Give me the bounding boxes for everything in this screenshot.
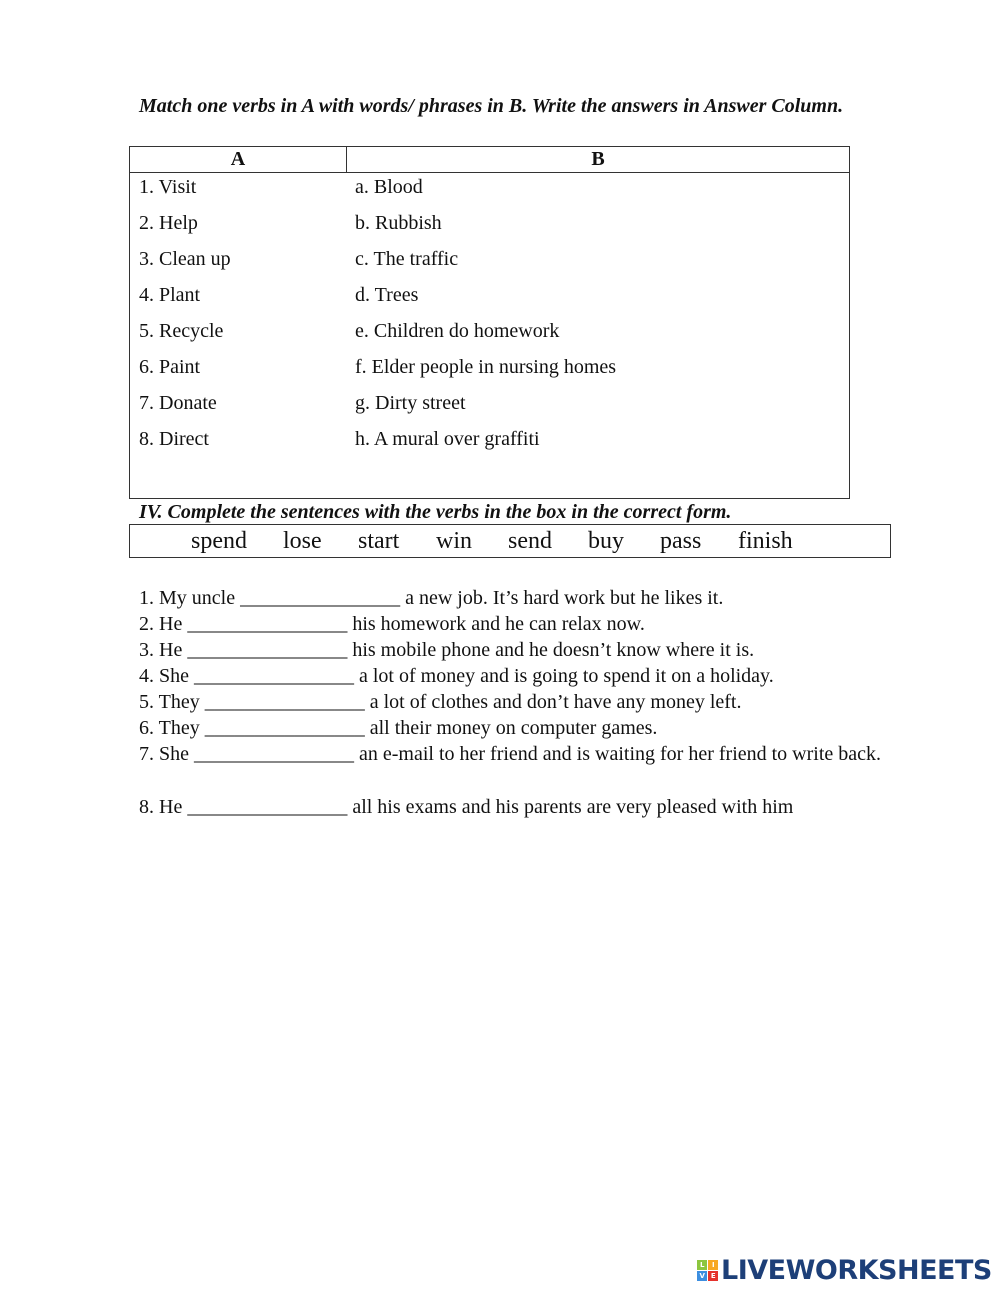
matching-row [139, 319, 559, 343]
verb-item: 1. Visit [139, 176, 197, 198]
word-option: spend [191, 528, 247, 554]
sentence-item: 5. They ________________ a lot of clothes and don’t have any money left. [139, 691, 742, 713]
phrase-item: a. Blood [355, 176, 423, 198]
verb-item: 5. Recycle [139, 320, 224, 342]
word-option: pass [660, 528, 702, 554]
sentence-item: 4. She ________________ a lot of money and is going to spend it on a holiday. [139, 665, 774, 687]
phrase-item: f. Elder people in nursing homes [355, 356, 617, 378]
live-logo-icon: L I V E [697, 1260, 718, 1281]
matching-row [139, 391, 466, 415]
column-a-header: A [130, 147, 347, 172]
matching-row [139, 283, 418, 307]
logo-text: LIVEWORKSHEETS [721, 1255, 992, 1286]
phrase-item: e. Children do homework [355, 320, 560, 342]
phrase-item: b. Rubbish [355, 212, 442, 234]
sentence-item: 7. She ________________ an e-mail to her friend and is waiting for her friend to write back. [139, 743, 882, 765]
verb-item: 3. Clean up [139, 248, 231, 270]
word-box [129, 524, 891, 558]
word-option: finish [738, 528, 793, 554]
phrase-item: c. The traffic [355, 248, 459, 270]
matching-row [139, 211, 442, 235]
matching-row [139, 427, 540, 451]
column-b-header: B [591, 148, 605, 170]
verb-item: 8. Direct [139, 428, 209, 450]
matching-table [129, 146, 850, 499]
sentence-item: 1. My uncle ________________ a new job. It’s hard work but he likes it. [139, 587, 724, 609]
phrase-item: d. Trees [355, 284, 419, 306]
verb-item: 7. Donate [139, 392, 217, 414]
phrase-item: g. Dirty street [355, 392, 466, 414]
verb-item: 4. Plant [139, 284, 201, 306]
word-option: win [436, 528, 472, 554]
liveworksheets-logo [697, 1255, 992, 1286]
phrase-item: h. A mural over graffiti [355, 428, 540, 450]
sentence-item: 8. He ________________ all his exams and his parents are very pleased with him [139, 796, 794, 818]
sentence-item: 2. He ________________ his homework and he can relax now. [139, 613, 645, 635]
word-option: buy [588, 528, 624, 554]
matching-row [139, 247, 458, 271]
word-option: start [358, 528, 400, 554]
matching-row [139, 355, 616, 379]
word-option: send [508, 528, 552, 554]
matching-instruction: Match one verbs in A with words/ phrases in B. Write the answers in Answer Column. [139, 95, 844, 117]
completion-instruction: IV. Complete the sentences with the verbs in the box in the correct form. [139, 501, 732, 523]
matching-row [139, 175, 423, 199]
word-option: lose [283, 528, 322, 554]
sentence-item: 6. They ________________ all their money on computer games. [139, 717, 658, 739]
verb-item: 6. Paint [139, 356, 201, 378]
verb-item: 2. Help [139, 212, 198, 234]
sentence-item: 3. He ________________ his mobile phone and he doesn’t know where it is. [139, 639, 755, 661]
